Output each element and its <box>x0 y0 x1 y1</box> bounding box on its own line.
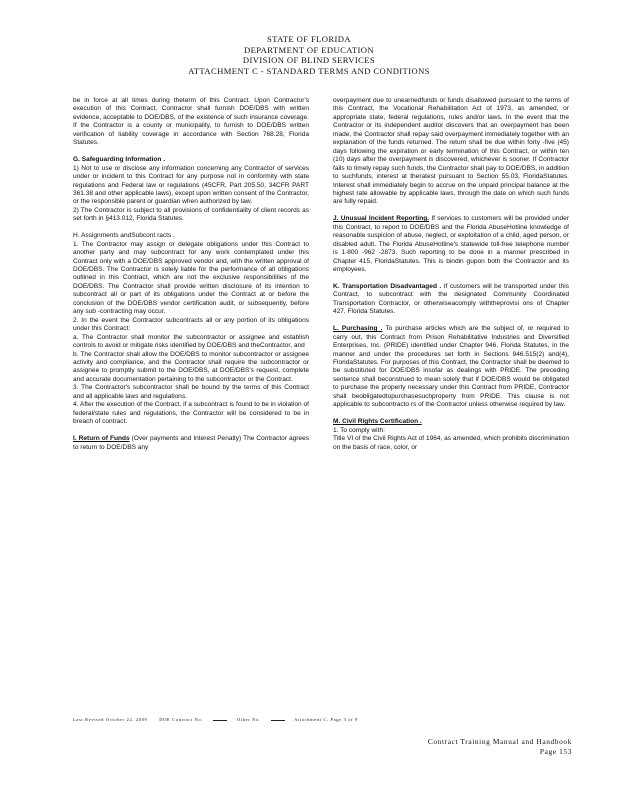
section-g-heading: G. Safeguarding Information . <box>73 156 166 164</box>
footer-attachment-page: Attachment C, Page 3 of 9 <box>294 717 358 722</box>
section-l-heading: L. Purchasing . <box>333 325 383 333</box>
section-j-paragraph <box>333 215 569 274</box>
left-column <box>73 97 309 452</box>
manual-page-number: Page 153 <box>539 747 572 756</box>
section-h-item-2b: b. The Contractor shall allow the DOE/DBS to monitor subcontractor or assignee activity and compliance, and the Contractor shall require the subcontractor or assignee to promptly submit to the DOE/DBS, at DOE/DBS's request, complete and accurate documentation pertaining to the subcontractor or the Contract. <box>73 350 309 383</box>
section-i-text: (Over payments and Interest Penalty) The Contractor agrees to return to DOE/DBS any <box>73 435 309 451</box>
section-l-paragraph <box>333 325 569 410</box>
section-g-item-1: 1) Not to use or disclose any information concerning any Contractor of services under or incident to this Contract for any purpose not in conformity with state regulations and Federal law or regulations (45CFR, Part 205.50, 34CFR PART 361.38 and other applicable laws), except upon written consent of the Contractor, or the responsible parent or guardian when authorized by law. <box>73 164 309 206</box>
section-m-item-1: 1. To comply with: <box>333 426 385 434</box>
manual-footer <box>428 737 572 757</box>
section-h-item-4: 4. After the execution of the Contract, if a subcontract is found to be in violation of federal/state rules and regulations, the Contractor will be considered to be in breach of contract. <box>73 401 309 426</box>
right-column <box>333 97 569 452</box>
overpayment-paragraph: overpayment due to unearnedfunds or funds disallowed pursuant to the terms of this Contract, the Vocational Rehabilitation Act of 1973, as amended, or appropriate state, federal regulations, rules and/or laws. In the event that the Contractor or its independent auditor discovers that an overpayment has been made, the Contractor shall repay said overpayment immediately together with an explanation of the funds returned. The return shall be due within forty -five (45) days following the expiration or early termination of this Contract, or within ten (10) days after the overpayment is discovered, whichever is sooner. If Contractor fails to timely repay such funds, the Contractor shall pay to DOE/DBS, in addition to suchfunds, interest at theratest pursuant to Section 55.03, FloridaStatutes. Interest shall immediately begin to accrue on the unpaid principal balance at the highest rate allowable by applicable laws, through the date on which such funds are fully repaid. <box>333 97 569 206</box>
insurance-paragraph: be in force at all times during theterm of this Contract. Upon Contractor's execution of this Contract, Contractor shall furnish DOE/DBS with written evidence, acceptable to DOE/DBS, of the existence of such insurance coverage. If the Contractor is a county or municipality, to furnish to DOE/DBS written verification of liability coverage in accordance with Section 768.28, Florida Statutes. <box>73 97 309 147</box>
section-k-text: If customers will be transported under this Contract, to subcontract with the designated Community Coordinated Transportation Contractor, or otherwiseacomply withtheprovisi ons of Chapter 427, Florida Statutes. <box>333 282 569 316</box>
section-h-item-3: 3. The Contractor's subcontractor shall be bound by the terms of this Contract and all applicable laws and regulations. <box>73 384 309 400</box>
section-h-item-2a: a. The Contractor shall monitor the subcontractor or assignee and establish controls to avoid or mitigate risks identified by DOE/DBS and theContractor, and <box>73 333 309 350</box>
footer-revised-date: Last Revised October 22, 2009 <box>73 717 148 722</box>
header-attachment-title: ATTACHMENT C - STANDARD TERMS AND CONDITIONS <box>188 65 430 76</box>
footer-contract-no: DOE Contract No. <box>159 717 204 722</box>
section-m-title-vi: Title VI of the Civil Rights Act of 1964, as amended, which prohibits discrimination on the basis of race, color, or <box>333 435 569 451</box>
section-j-heading: J. Unusual Incident Reporting. <box>333 215 430 223</box>
section-h-heading: H. Assignments andSubcont racts . <box>73 232 175 240</box>
other-no-blank <box>271 716 285 721</box>
section-h-item-1: 1. The Contractor may assign or delegate obligations under this Contract to another party and may subcontract for any work contemplated under this Contract only with a DOE/DBS approved vendor and, with the written approval of DOE/DBS. The Contractor is solely liable for the performance of all obligations outlined in this Contract, which are not the exclusive responsibilities of the DOE/DBS. The Contractor shall provide written disclosure of its intention to subcontract all or part of its obligations under the Contract at or before the conclusion of the DOE/DBS vendor certification audit, or subsequently, before any sub -contracting may occur. <box>73 240 309 316</box>
header-state: STATE OF FLORIDA <box>266 34 351 44</box>
section-k-heading: K. Transportation Disadvantaged . <box>333 282 442 290</box>
section-i-paragraph <box>73 435 309 452</box>
document-header <box>0 34 618 76</box>
section-l-text: To purchase articles which are the subject of, or required to carry out, this Contract from Prison Rehabilitative Industries and Diversified Enterprises, Inc. (PRIDE) identified under Chapter 946, Florida Statutes, in the manner and under the procedures set forth in Sections 946.515(2) and(4), FloridaStatutes. For purposes of this Contract, the Contractor shall be deemed to be substituted for DOE/DBS insofar as dealings with PRIDE. The preceding sentence shall beconstrued to mean solely that if DOE/DBS would be obligated to purchase the property necessary under this Contract from PRIDE, Contractor shall beobligatedtopurchasesuchproperty from PRIDE. This clause is not applicable to subcontracto rs of the Contractor unless otherwise required by law. <box>333 325 569 409</box>
section-h-item-2: 2. In the event the Contractor subcontracts all or any portion of its obligations under this Contract: <box>73 316 309 333</box>
section-i-heading: I. Return of Funds <box>73 435 130 443</box>
manual-title: Contract Training Manual and Handbook <box>427 737 572 746</box>
footer-other-no: Other No. <box>236 717 261 722</box>
footer-metadata <box>73 716 573 722</box>
section-k-paragraph <box>333 283 569 317</box>
section-m-heading: M. Civil Rights Certification . <box>333 418 422 426</box>
section-g-item-2: 2) The Contractor is subject to all provisions of confidentiality of client records as set forth in §413.012, Florida Statutes. <box>73 206 309 223</box>
section-j-text: If services to customers will be provided under this Contract, to report to DOE/DBS and the Florida AbuseHotline knowledge of reasonable suspicion of abuse, neglect, or exploitation of a child, aged person, or disabled adult. The Florida AbuseHotline's statewide toll-free telephone number is 1-800 -962 -2873. Such reporting to be done in a manner prescribed in Chapter 415, FloridaStatutes. This is bindin gupon both the Contractor and its employees. <box>333 215 569 274</box>
header-division: DIVISION OF BLIND SERVICES <box>242 55 376 65</box>
header-department: DEPARTMENT OF EDUCATION <box>244 44 374 55</box>
contract-no-blank <box>213 716 227 721</box>
